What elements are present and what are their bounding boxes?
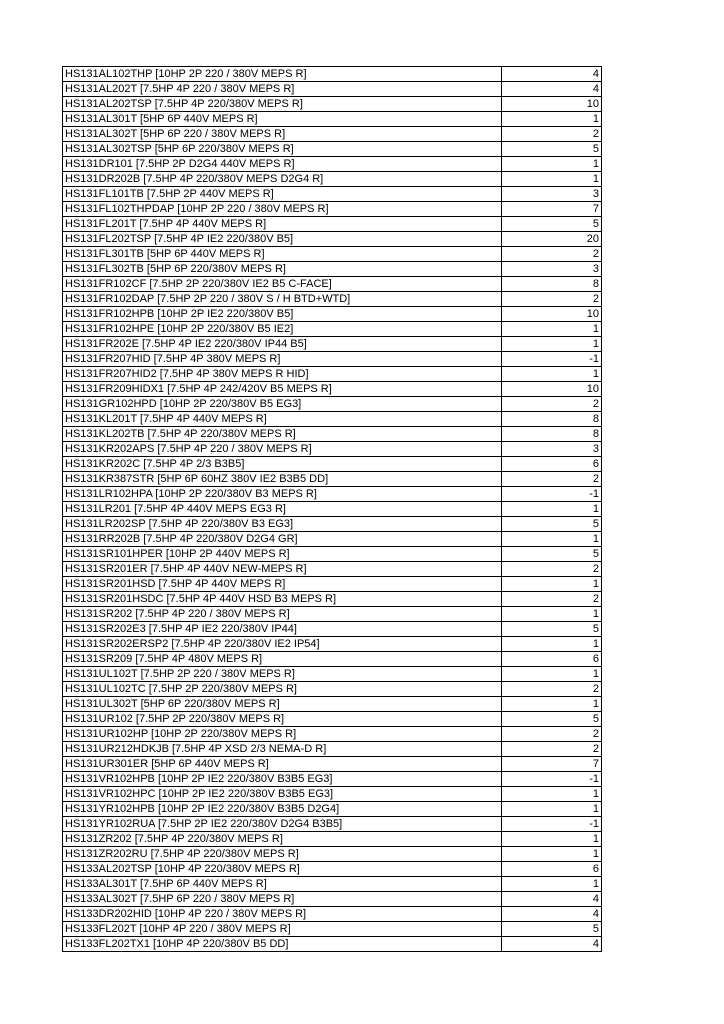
quantity-cell: 1 (502, 787, 602, 802)
quantity-cell: 2 (502, 127, 602, 142)
table-row (63, 772, 602, 787)
quantity-cell: 1 (502, 577, 602, 592)
item-description-cell: HS131LR201 [7.5HP 4P 440V MEPS EG3 R] (63, 502, 502, 517)
quantity-cell: 8 (502, 412, 602, 427)
table-row (63, 367, 602, 382)
table-row (63, 577, 602, 592)
quantity-cell: 1 (502, 157, 602, 172)
quantity-cell: 2 (502, 742, 602, 757)
quantity-cell: 6 (502, 652, 602, 667)
item-description-cell: HS131KL201T [7.5HP 4P 440V MEPS R] (63, 412, 502, 427)
table-row (63, 292, 602, 307)
item-description-cell: HS131AL102THP [10HP 2P 220 / 380V MEPS R] (63, 67, 502, 82)
quantity-cell: 2 (502, 397, 602, 412)
item-description-cell: HS131FR102CF [7.5HP 2P 220/380V IE2 B5 C-FACE] (63, 277, 502, 292)
table-row (63, 502, 602, 517)
quantity-cell: 2 (502, 682, 602, 697)
item-description-cell: HS131SR209 [7.5HP 4P 480V MEPS R] (63, 652, 502, 667)
item-description-cell: HS131KL202TB [7.5HP 4P 220/380V MEPS R] (63, 427, 502, 442)
item-description-cell: HS131SR201HSDC [7.5HP 4P 440V HSD B3 MEPS R] (63, 592, 502, 607)
table-row (63, 97, 602, 112)
quantity-cell: 4 (502, 892, 602, 907)
table-row (63, 412, 602, 427)
quantity-cell: 5 (502, 922, 602, 937)
quantity-cell: 4 (502, 907, 602, 922)
item-description-cell: HS131FL201T [7.5HP 4P 440V MEPS R] (63, 217, 502, 232)
quantity-cell: 2 (502, 562, 602, 577)
quantity-cell: 10 (502, 97, 602, 112)
table-row (63, 562, 602, 577)
item-description-cell: HS131VR102HPC [10HP 2P IE2 220/380V B3B5 EG3] (63, 787, 502, 802)
item-description-cell: HS131UR301ER [5HP 6P 440V MEPS R] (63, 757, 502, 772)
quantity-cell: 8 (502, 277, 602, 292)
item-description-cell: HS131UR102HP [10HP 2P 220/380V MEPS R] (63, 727, 502, 742)
item-description-cell: HS131UR212HDKJB [7.5HP 4P XSD 2/3 NEMA-D R] (63, 742, 502, 757)
item-description-cell: HS131SR201ER [7.5HP 4P 440V NEW-MEPS R] (63, 562, 502, 577)
item-description-cell: HS131AL202TSP [7.5HP 4P 220/380V MEPS R] (63, 97, 502, 112)
quantity-cell: 1 (502, 172, 602, 187)
table-row (63, 517, 602, 532)
item-description-cell: HS131SR101HPER [10HP 2P 440V MEPS R] (63, 547, 502, 562)
quantity-cell: 4 (502, 82, 602, 97)
table-row (63, 637, 602, 652)
item-description-cell: HS131FL101TB [7.5HP 2P 440V MEPS R] (63, 187, 502, 202)
quantity-cell: 1 (502, 877, 602, 892)
item-description-cell: HS131AL202T [7.5HP 4P 220 / 380V MEPS R] (63, 82, 502, 97)
item-description-cell: HS131FL102THPDAP [10HP 2P 220 / 380V MEPS R] (63, 202, 502, 217)
table-row (63, 352, 602, 367)
quantity-cell: 2 (502, 472, 602, 487)
table-row (63, 532, 602, 547)
item-description-cell: HS131SR202 [7.5HP 4P 220 / 380V MEPS R] (63, 607, 502, 622)
table-row (63, 787, 602, 802)
table-row (63, 277, 602, 292)
table-row (63, 592, 602, 607)
table-row (63, 622, 602, 637)
table-row (63, 757, 602, 772)
quantity-cell: 1 (502, 607, 602, 622)
item-description-cell: HS131VR102HPB [10HP 2P IE2 220/380V B3B5 EG3] (63, 772, 502, 787)
table-row (63, 847, 602, 862)
quantity-cell: -1 (502, 772, 602, 787)
quantity-cell: 8 (502, 427, 602, 442)
quantity-cell: 1 (502, 832, 602, 847)
item-description-cell: HS131AL301T [5HP 6P 440V MEPS R] (63, 112, 502, 127)
quantity-cell: 6 (502, 862, 602, 877)
table-row (63, 262, 602, 277)
quantity-cell: 2 (502, 292, 602, 307)
table-row (63, 322, 602, 337)
quantity-cell: 4 (502, 67, 602, 82)
quantity-cell: 2 (502, 592, 602, 607)
item-description-cell: HS131DR202B [7.5HP 4P 220/380V MEPS D2G4 R] (63, 172, 502, 187)
table-row (63, 172, 602, 187)
quantity-cell: 1 (502, 367, 602, 382)
quantity-cell: 4 (502, 937, 602, 952)
quantity-cell: -1 (502, 352, 602, 367)
table-row (63, 157, 602, 172)
quantity-cell: 1 (502, 502, 602, 517)
table-row (63, 742, 602, 757)
quantity-cell: 5 (502, 712, 602, 727)
item-description-cell: HS131KR202C [7.5HP 4P 2/3 B3B5] (63, 457, 502, 472)
quantity-cell: 1 (502, 532, 602, 547)
table-row (63, 427, 602, 442)
inventory-table (62, 66, 602, 952)
table-row (63, 682, 602, 697)
item-description-cell: HS131SR202E3 [7.5HP 4P IE2 220/380V IP44] (63, 622, 502, 637)
quantity-cell: 5 (502, 217, 602, 232)
item-description-cell: HS131RR202B [7.5HP 4P 220/380V D2G4 GR] (63, 532, 502, 547)
quantity-cell: -1 (502, 817, 602, 832)
quantity-cell: 10 (502, 307, 602, 322)
table-row (63, 397, 602, 412)
item-description-cell: HS131LR202SP [7.5HP 4P 220/380V B3 EG3] (63, 517, 502, 532)
table-row (63, 472, 602, 487)
table-row (63, 457, 602, 472)
item-description-cell: HS133AL202TSP [10HP 4P 220/380V MEPS R] (63, 862, 502, 877)
table-row (63, 217, 602, 232)
item-description-cell: HS133FL202T [10HP 4P 220 / 380V MEPS R] (63, 922, 502, 937)
item-description-cell: HS131AL302TSP [5HP 6P 220/380V MEPS R] (63, 142, 502, 157)
quantity-cell: 1 (502, 847, 602, 862)
quantity-cell: 1 (502, 337, 602, 352)
item-description-cell: HS131AL302T [5HP 6P 220 / 380V MEPS R] (63, 127, 502, 142)
table-row (63, 487, 602, 502)
item-description-cell: HS131GR102HPD [10HP 2P 220/380V B5 EG3] (63, 397, 502, 412)
table-row (63, 877, 602, 892)
table-row (63, 307, 602, 322)
item-description-cell: HS131FR102DAP [7.5HP 2P 220 / 380V S / H BTD+WTD] (63, 292, 502, 307)
item-description-cell: HS131KR202APS [7.5HP 4P 220 / 380V MEPS R] (63, 442, 502, 457)
item-description-cell: HS131YR102RUA [7.5HP 2P IE2 220/380V D2G4 B3B5] (63, 817, 502, 832)
item-description-cell: HS131FR102HPB [10HP 2P IE2 220/380V B5] (63, 307, 502, 322)
quantity-cell: 5 (502, 517, 602, 532)
quantity-cell: 1 (502, 667, 602, 682)
quantity-cell: 10 (502, 382, 602, 397)
item-description-cell: HS131YR102HPB [10HP 2P IE2 220/380V B3B5 D2G4] (63, 802, 502, 817)
quantity-cell: 5 (502, 547, 602, 562)
table-row (63, 652, 602, 667)
item-description-cell: HS131LR102HPA [10HP 2P 220/380V B3 MEPS R] (63, 487, 502, 502)
table-row (63, 337, 602, 352)
item-description-cell: HS133AL301T [7.5HP 6P 440V MEPS R] (63, 877, 502, 892)
item-description-cell: HS131FL301TB [5HP 6P 440V MEPS R] (63, 247, 502, 262)
item-description-cell: HS131ZR202 [7.5HP 4P 220/380V MEPS R] (63, 832, 502, 847)
table-row (63, 382, 602, 397)
quantity-cell: 3 (502, 442, 602, 457)
item-description-cell: HS131UR102 [7.5HP 2P 220/380V MEPS R] (63, 712, 502, 727)
item-description-cell: HS131SR202ERSP2 [7.5HP 4P 220/380V IE2 IP54] (63, 637, 502, 652)
table-row (63, 232, 602, 247)
quantity-cell: 1 (502, 112, 602, 127)
table-row (63, 127, 602, 142)
item-description-cell: HS131DR101 [7.5HP 2P D2G4 440V MEPS R] (63, 157, 502, 172)
quantity-cell: 3 (502, 187, 602, 202)
item-description-cell: HS133FL202TX1 [10HP 4P 220/380V B5 DD] (63, 937, 502, 952)
table-row (63, 907, 602, 922)
item-description-cell: HS131FR202E [7.5HP 4P IE2 220/380V IP44 B5] (63, 337, 502, 352)
quantity-cell: 1 (502, 802, 602, 817)
table-row (63, 727, 602, 742)
item-description-cell: HS133AL302T [7.5HP 6P 220 / 380V MEPS R] (63, 892, 502, 907)
quantity-cell: 3 (502, 262, 602, 277)
table-row (63, 862, 602, 877)
item-description-cell: HS131KR387STR [5HP 6P 60HZ 380V IE2 B3B5 DD] (63, 472, 502, 487)
table-row (63, 82, 602, 97)
quantity-cell: 7 (502, 202, 602, 217)
quantity-cell: 7 (502, 757, 602, 772)
item-description-cell: HS131ZR202RU [7.5HP 4P 220/380V MEPS R] (63, 847, 502, 862)
quantity-cell: 2 (502, 247, 602, 262)
item-description-cell: HS133DR202HID [10HP 4P 220 / 380V MEPS R] (63, 907, 502, 922)
quantity-cell: 2 (502, 727, 602, 742)
table-row (63, 922, 602, 937)
item-description-cell: HS131FR102HPE [10HP 2P 220/380V B5 IE2] (63, 322, 502, 337)
quantity-cell: 6 (502, 457, 602, 472)
table-row (63, 697, 602, 712)
table-row (63, 547, 602, 562)
table-row (63, 142, 602, 157)
item-description-cell: HS131SR201HSD [7.5HP 4P 440V MEPS R] (63, 577, 502, 592)
table-row (63, 832, 602, 847)
table-row (63, 247, 602, 262)
quantity-cell: 5 (502, 142, 602, 157)
table-row (63, 802, 602, 817)
item-description-cell: HS131UL102T [7.5HP 2P 220 / 380V MEPS R] (63, 667, 502, 682)
table-row (63, 202, 602, 217)
quantity-cell: 20 (502, 232, 602, 247)
table-row (63, 442, 602, 457)
quantity-cell: -1 (502, 487, 602, 502)
item-description-cell: HS131UL102TC [7.5HP 2P 220/380V MEPS R] (63, 682, 502, 697)
table-row (63, 187, 602, 202)
item-description-cell: HS131FR209HIDX1 [7.5HP 4P 242/420V B5 MEPS R] (63, 382, 502, 397)
table-row (63, 937, 602, 952)
table-row (63, 667, 602, 682)
item-description-cell: HS131FL202TSP [7.5HP 4P IE2 220/380V B5] (63, 232, 502, 247)
item-description-cell: HS131UL302T [5HP 6P 220/380V MEPS R] (63, 697, 502, 712)
quantity-cell: 5 (502, 622, 602, 637)
table-row (63, 112, 602, 127)
item-description-cell: HS131FR207HID [7.5HP 4P 380V MEPS R] (63, 352, 502, 367)
item-description-cell: HS131FL302TB [5HP 6P 220/380V MEPS R] (63, 262, 502, 277)
table-row (63, 817, 602, 832)
table-row (63, 67, 602, 82)
table-row (63, 607, 602, 622)
quantity-cell: 1 (502, 322, 602, 337)
quantity-cell: 1 (502, 637, 602, 652)
table-row (63, 712, 602, 727)
inventory-table-body (63, 67, 602, 952)
item-description-cell: HS131FR207HID2 [7.5HP 4P 380V MEPS R HID] (63, 367, 502, 382)
quantity-cell: 1 (502, 697, 602, 712)
table-row (63, 892, 602, 907)
